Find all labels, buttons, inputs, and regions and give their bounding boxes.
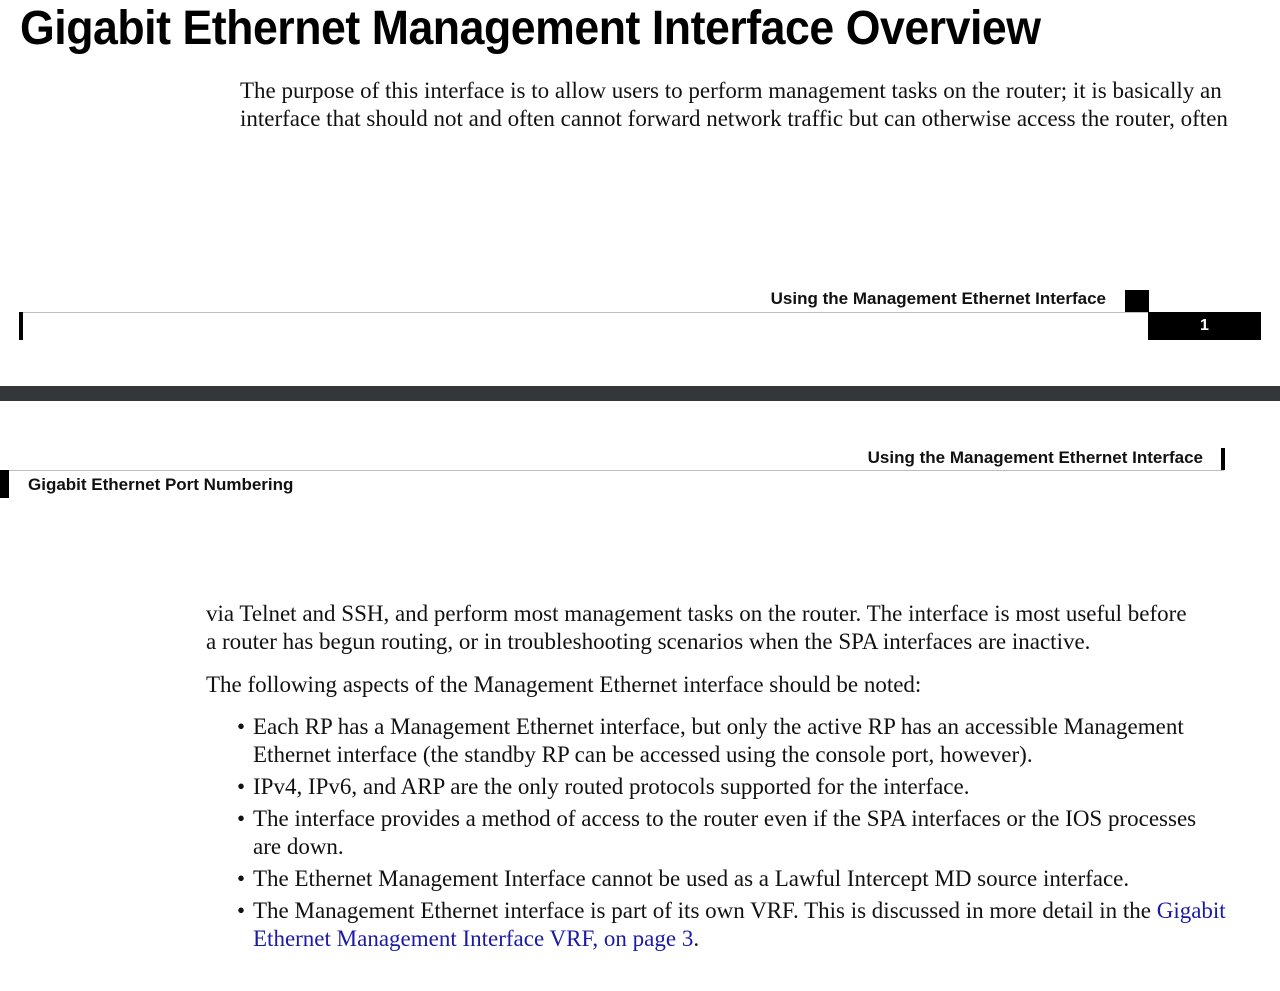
list-item-line: IPv4, IPv6, and ARP are the only routed protocols supported for the interface. (253, 774, 970, 799)
paragraph-line: via Telnet and SSH, and perform most management tasks on the router. The interface is most useful before (206, 601, 1187, 626)
header-chapter-title: Using the Management Ethernet Interface (867, 448, 1203, 467)
list-item-text: The Management Ethernet interface is part of its own VRF. This is discussed in more detail in the (253, 898, 1157, 923)
header-right-bar (1221, 448, 1225, 470)
section-label: Gigabit Ethernet Port Numbering (28, 475, 294, 494)
bullet-icon: • (237, 714, 246, 739)
intro-paragraph (240, 77, 1270, 133)
section-left-bar (0, 470, 9, 498)
intro-line: The purpose of this interface is to allow users to perform management tasks on the router; it is basically an (240, 78, 1222, 103)
vrf-cross-reference-link[interactable]: Gigabit (1156, 898, 1226, 923)
list-item (206, 865, 1256, 893)
footer-rule (20, 312, 1149, 313)
bullet-icon: • (237, 898, 246, 923)
list-item-line: Ethernet interface (the standby RP can be accessed using the console port, however). (253, 742, 1033, 767)
aspects-intro-paragraph: The following aspects of the Management Ethernet interface should be noted: (206, 672, 922, 697)
bullet-icon: • (237, 806, 246, 831)
bullet-icon: • (237, 866, 246, 891)
footer-marker (1125, 290, 1149, 312)
header-rule (0, 470, 1224, 471)
list-item (206, 805, 1256, 861)
list-item (206, 773, 1256, 801)
page-title: Gigabit Ethernet Management Interface Overview (20, 2, 1041, 55)
list-item-line: The interface provides a method of access to the router even if the SPA interfaces or the IOS processes (253, 806, 1197, 831)
list-item-line (253, 925, 1256, 953)
footer-chapter-title: Using the Management Ethernet Interface (770, 289, 1106, 308)
list-item (206, 897, 1256, 953)
intro-line: interface that should not and often cannot forward network traffic but can otherwise access the router, often (240, 106, 1228, 131)
list-item (206, 713, 1256, 769)
continuation-paragraph (206, 600, 1256, 656)
list-item-line: are down. (253, 834, 344, 859)
bullet-icon: • (237, 774, 246, 799)
list-item-text: . (693, 926, 700, 951)
list-item-line: Each RP has a Management Ethernet interface, but only the active RP has an accessible Management (253, 714, 1184, 739)
footer-left-bar (19, 312, 23, 340)
vrf-cross-reference-link-continued[interactable]: Ethernet Management Interface VRF, on page 3 (253, 926, 694, 951)
list-item-line: The Ethernet Management Interface cannot be used as a Lawful Intercept MD source interface. (253, 866, 1130, 891)
list-item-line (253, 897, 1256, 925)
paragraph-line: a router has begun routing, or in troubleshooting scenarios when the SPA interfaces are inactive. (206, 629, 1091, 654)
body-text (206, 600, 1256, 957)
aspects-list (206, 713, 1256, 953)
page-separator (0, 386, 1280, 401)
page-number: 1 (1148, 312, 1261, 340)
